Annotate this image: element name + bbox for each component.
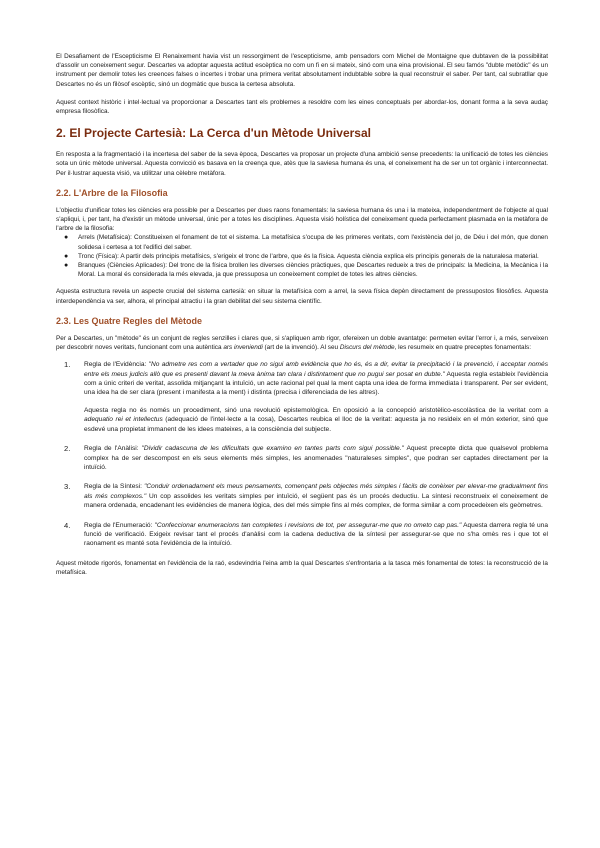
bullet-icon: ● [64, 252, 69, 260]
list-item: ● Branques (Ciències Aplicades): Del tronc de la física brollen les diverses ciències pràctiques, que Descartes redueix a tres de principals: la Medicina, la Mecànica i la Moral. La moral és considerada la més elevada, ja que pressuposa un coneixement complet de totes les altres ciències. [64, 262, 548, 279]
section-2-2-closing-paragraph: Aquesta estructura revela un aspecte crucial del sistema cartesià: en situar la metafísica com a arrel, la seva física depèn directament de pressupostos filosòfics. Aquesta interdependència va ser, alhora, el principal atractiu i la gran debilitat del seu sistema científic. [56, 288, 548, 305]
document-page [56, 52, 548, 577]
section-2-3-intro: Per a Descartes, un "mètode" és un conjunt de regles senzilles i clares que, si s'apliquen amb rigor, ofereixen un doble avantatge: permeten evitar l'error i, a més, serveixen per descobrir noves veritats, funcionant com una autèntica ars inveniendi (art de la invenció). Al seu Discurs del mètode, les resumeix en quatre preceptes fonamentals: [56, 334, 548, 352]
section-2-3-closing-paragraph: Aquest mètode rigorós, fonamentat en l'evidència de la raó, esdevindria l'eina amb la qual Descartes s'enfrontaria a la tasca més fonamental de totes: la reconstrucció de la metafísica. [56, 559, 548, 576]
intro-paragraph-skepticism: El Desafiament de l'Escepticisme El Renaixement havia vist un ressorgiment de l'escepticisme, amb pensadors com Michel de Montaigne que dubtaven de la possibilitat d'assolir un coneixement segur. Descartes va adoptar aquesta actitud escèptica no com un fi en si mateix, sinó com una eina provisional. El seu famós "dubte metòdic" és un instrument per demolir totes les creences falses o incertes i trobar una primera veritat absolutament indubtable sobre la qual reconstruir el saber. Per tant, cal subratllar que Descartes no és un filòsof escèptic, sinó un dogmàtic que busca la certesa absoluta. [56, 53, 548, 88]
rule-item-enumeration: 4. Regla de l'Enumeració: "Confeccionar enumeracions tan completes i revisions de tot, per assegurar-me que no ometo cap pas." Aquesta darrera regla té una funció de verificació. Exigeix revisar tant el procés d'anàlisi com la cadena deductiva de la síntesi per assegurar-se que no s'ha omès res i que tot el raonament es manté sota l'evidència de la intuïció. [64, 520, 548, 548]
method-rules-list [56, 360, 548, 549]
bullet-icon: ● [64, 234, 69, 242]
rule-item-synthesis: 3. Regla de la Síntesi: "Conduir ordenadament els meus pensaments, començant pels objectes més simples i fàcils de conèixer per elevar-me gradualment fins als més complexos." Un cop assolides les veritats simples per intuïció, el següent pas és un procés deductiu. La síntesi reconstrueix el coneixement de manera ordenada, encadenant les evidències de manera lògica, des del més simple fins al més complex, de forma similar a com procedeixen els geòmetres. [64, 482, 548, 510]
list-item: ● Tronc (Física): A partir dels principis metafísics, s'erigeix el tronc de l'arbre, que és la física. Aquesta ciència explica els principis generals de la naturalesa material. [64, 252, 539, 260]
section-2-2-paragraph: L'objectiu d'unificar totes les ciències era possible per a Descartes per dues raons fonamentals: la saviesa humana és una i la mateixa, independentment de l'objecte al qual s'apliqui, i, per tant, ha d'existir un mètode universal, únic per a totes les disciplines. Aquesta visió holística del coneixement queda perfectament plasmada en la metàfora de l'arbre de la filosofia: [56, 206, 548, 233]
rule-item-analysis: 2. Regla de l'Anàlisi: "Dividir cadascuna de les dificultats que examino en tantes parts com sigui possible." Aquest precepte dicta que qualsevol problema complex ha de ser descompost en els seus elements més simples, les anomenades "naturaleses simples", que podran ser captades directament per la intuïció. [64, 444, 549, 471]
section-2-paragraph: En resposta a la fragmentació i la incertesa del saber de la seva època, Descartes va proposar un projecte d'una ambició sense precedents: la unificació de totes les ciències sota un únic mètode universal. Aquesta convicció es basava en la creença que, atès que la saviesa humana és una, el coneixement ha de ser un tot orgànic i interconnectat. Per il·lustrar aquesta visió, va utilitzar una cèlebre metàfora. [56, 151, 548, 177]
list-item: ● Arrels (Metafísica): Constitueixen el fonament de tot el sistema. La metafísica s'ocupa de les primeres veritats, com l'existència del jo, de Déu i del món, que donen solidesa i certesa a tot l'edifici del saber. [64, 234, 548, 251]
section-2-3-heading: 2.3. Les Quatre Regles del Mètode [56, 315, 203, 326]
tree-parts-list [56, 233, 548, 279]
intro-paragraph-context: Aquest context històric i intel·lectual va proporcionar a Descartes tant els problemes a resoldre com les eines conceptuals per abordar-los, donant forma a la seva audaç empresa filosòfica. [56, 98, 548, 116]
bullet-icon: ● [64, 262, 69, 270]
section-2-heading: 2. El Projecte Cartesià: La Cerca d'un Mètode Universal [56, 126, 371, 141]
section-2-2-heading: 2.2. L'Arbre de la Filosofia [56, 187, 168, 198]
rule-item-evidence: 1. Regla de l'Evidència: "No admetre res com a vertader que no sigui amb evidència que ho és, és a dir, evitar la precipitació i la prevenció, i acceptar només entre els meus judicis allò que es presenti davant la meva ànima tan clara i distintament que no pugui ser posat en dubte." Aquesta regla estableix l'evidència com a únic criteri de veritat, assolida mitjançant la intuïció, un acte racional pel qual la ment capta una idea de forma immediata i transparent. Per ser evident, una idea ha de ser clara (present i manifesta a la ment) i distinta (precisa i diferenciada de les altres). Aquesta regla no és només un procediment, sinó una revolució epistemològica. En oposició a la concepció aristotèlico-escolàstica de la veritat com a adequatio rei et intellectus (adequació de l'intel·lecte a la cosa), Descartes reubica el lloc de la veritat: aquesta ja no resideix en el món exterior, sinó que esdevé una propietat immanent de les idees mateixes, a la consciència del subjecte. [64, 360, 548, 433]
